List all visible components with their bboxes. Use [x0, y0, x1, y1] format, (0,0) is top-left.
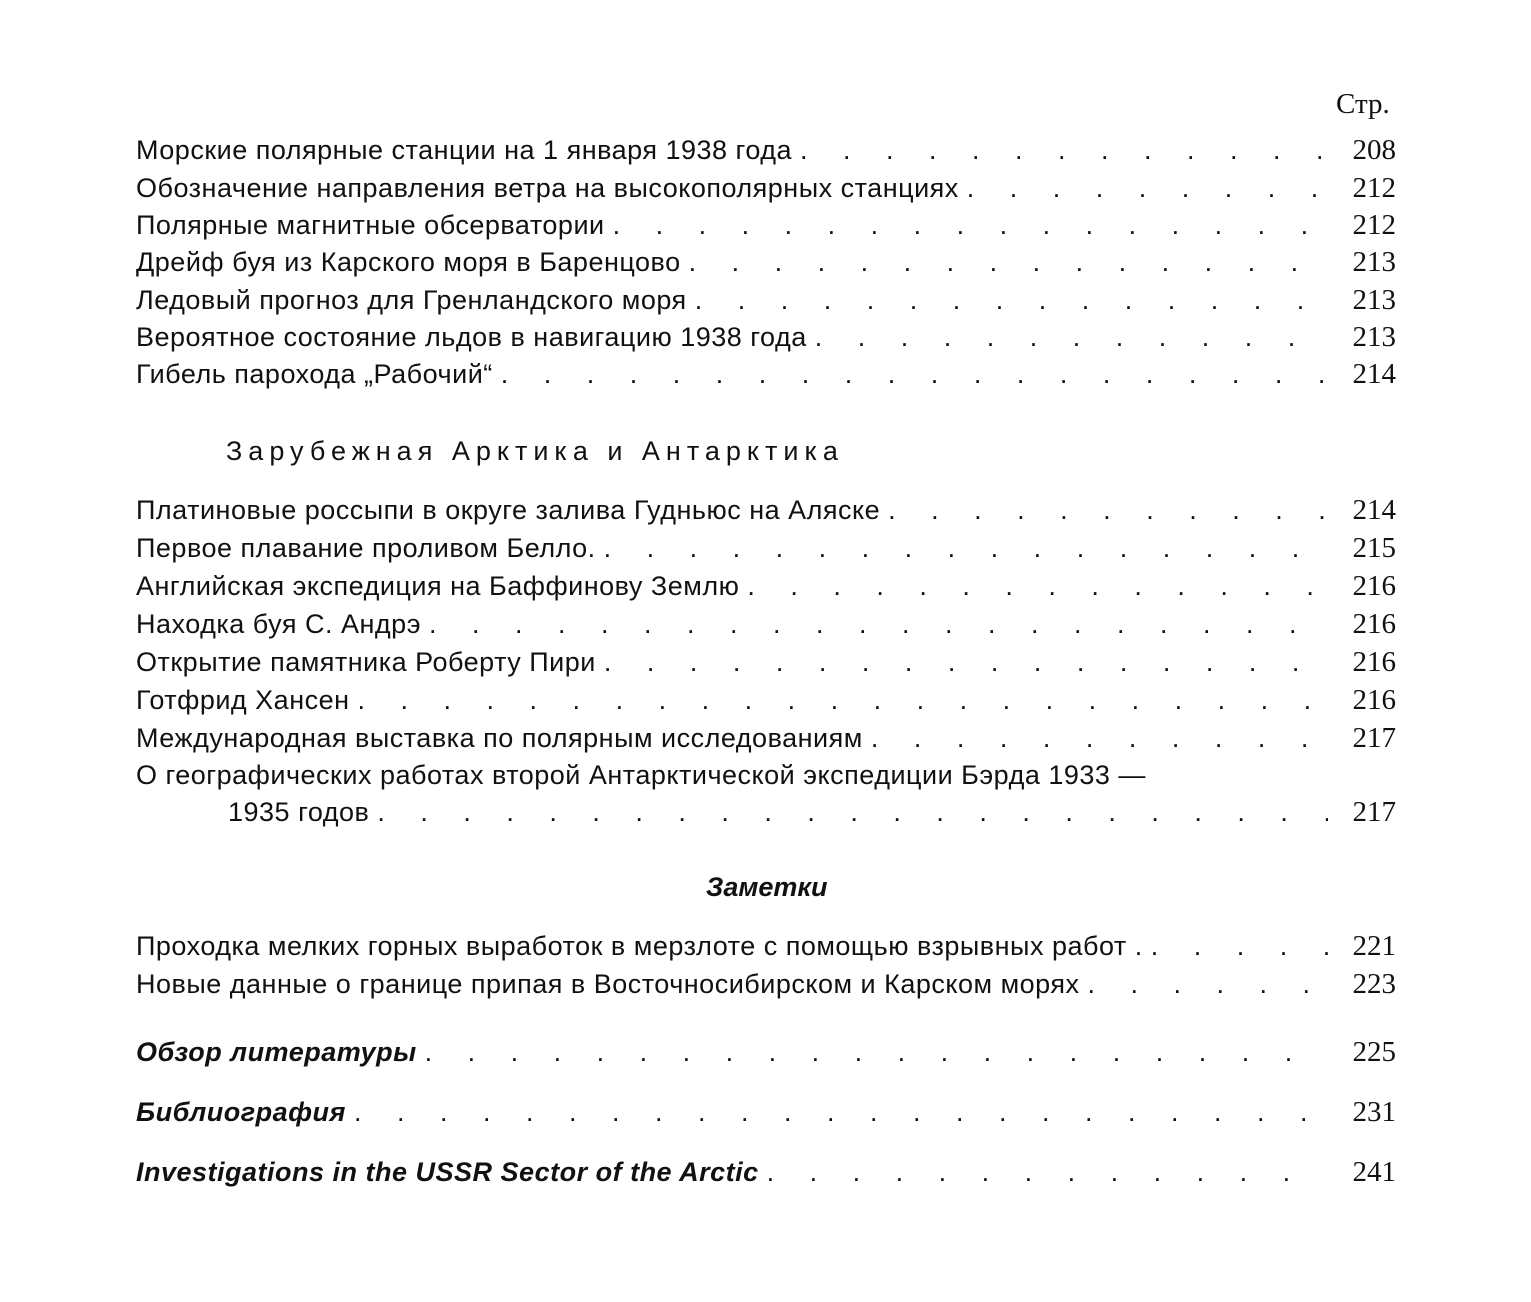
- leader-dots: [815, 322, 1328, 353]
- toc-entry[interactable]: [136, 1156, 1396, 1192]
- entry-title: Ледовый прогноз для Гренландского моря: [136, 285, 687, 315]
- entry-title: Новые данные о границе припая в Восточносибирском и Карском морях: [136, 969, 1080, 999]
- page-number: 212: [1352, 172, 1396, 204]
- page-number: 216: [1352, 608, 1396, 640]
- page-number: 217: [1352, 722, 1396, 754]
- toc-entry[interactable]: [136, 532, 1396, 568]
- leader-dots: [800, 135, 1328, 166]
- toc-entry[interactable]: [136, 684, 1396, 720]
- entry-title: Морские полярные станции на 1 января 1938 года: [136, 135, 793, 165]
- entry-title: Готфрид Хансен: [136, 685, 350, 715]
- entry-title: Открытие памятника Роберту Пири: [136, 647, 596, 677]
- toc-entry[interactable]: [136, 968, 1396, 1004]
- entry-title: Находка буя С. Андрэ: [136, 609, 421, 639]
- leader-dots: [1151, 931, 1328, 962]
- page-column-header: Стр.: [1336, 88, 1390, 120]
- leader-dots: [767, 1157, 1328, 1188]
- entry-title: Библиография: [136, 1097, 346, 1127]
- entry-title: Первое плавание проливом Белло.: [136, 533, 596, 563]
- page-number: 216: [1352, 646, 1396, 678]
- leader-dots: [354, 1097, 1328, 1128]
- entry-title: Дрейф буя из Карского моря в Баренцово: [136, 247, 681, 277]
- entry-title: Платиновые россыпи в округе залива Гудньюс на Аляске: [136, 495, 881, 525]
- page-number: 213: [1352, 321, 1396, 353]
- page-number: 216: [1352, 570, 1396, 602]
- leader-dots: [747, 571, 1328, 602]
- leader-dots: [425, 1037, 1328, 1068]
- page-number: 216: [1352, 684, 1396, 716]
- toc-entry[interactable]: [136, 284, 1396, 320]
- leader-dots: [613, 210, 1328, 241]
- leader-dots: [888, 495, 1328, 526]
- toc-entry[interactable]: [136, 722, 1396, 758]
- leader-dots: [358, 685, 1328, 716]
- toc-entry[interactable]: [136, 209, 1396, 245]
- page-number: 212: [1352, 209, 1396, 241]
- toc-entry[interactable]: [136, 172, 1396, 208]
- toc-entry-line1: О географических работах второй Антарктической экспедиции Бэрда 1933 —: [136, 760, 1146, 790]
- toc-entry[interactable]: [136, 646, 1396, 682]
- entry-title: Проходка мелких горных выработок в мерзлоте с помощью взрывных работ .: [136, 931, 1143, 961]
- leader-dots: [871, 723, 1328, 754]
- page-number: 215: [1352, 532, 1396, 564]
- toc-entry-line2: 1935 годов: [228, 797, 370, 827]
- leader-dots: [604, 533, 1328, 564]
- entry-title: Международная выставка по полярным исследованиям: [136, 723, 863, 753]
- toc-entry[interactable]: [136, 134, 1396, 170]
- page-number: 241: [1352, 1156, 1396, 1188]
- page-number: 231: [1352, 1096, 1396, 1128]
- leader-dots: [429, 609, 1328, 640]
- toc-entry[interactable]: [136, 570, 1396, 606]
- leader-dots: [967, 173, 1328, 204]
- toc-entry[interactable]: [136, 321, 1396, 357]
- entry-title: Английская экспедиция на Баффинову Землю: [136, 571, 740, 601]
- toc-entry[interactable]: [136, 1036, 1396, 1072]
- leader-dots: [604, 647, 1328, 678]
- page-number: 214: [1352, 358, 1396, 390]
- toc-entry: [136, 796, 1396, 832]
- leader-dots: [1088, 969, 1329, 1000]
- page-number: 217: [1352, 796, 1396, 828]
- page-number: 208: [1352, 134, 1396, 166]
- toc-entry[interactable]: [136, 494, 1396, 530]
- entry-title: Гибель парохода „Рабочий“: [136, 359, 493, 389]
- page-number: 213: [1352, 284, 1396, 316]
- page-number: 223: [1352, 968, 1396, 1000]
- leader-dots: [377, 797, 1328, 828]
- leader-dots: [501, 359, 1328, 390]
- page-number: 221: [1352, 930, 1396, 962]
- toc-entry[interactable]: [136, 608, 1396, 644]
- entry-title: Вероятное состояние льдов в навигацию 1938 года: [136, 322, 807, 352]
- toc-entry[interactable]: [136, 930, 1396, 966]
- toc-entry[interactable]: [136, 1096, 1396, 1132]
- entry-title: Investigations in the USSR Sector of the Arctic: [136, 1157, 759, 1187]
- section-heading: Заметки: [706, 872, 828, 902]
- entry-title: Обзор литературы: [136, 1037, 417, 1067]
- toc-entry[interactable]: [136, 358, 1396, 394]
- toc-entry[interactable]: [136, 246, 1396, 282]
- entry-title: Полярные магнитные обсерватории: [136, 210, 605, 240]
- page-number: 214: [1352, 494, 1396, 526]
- page-number: 213: [1352, 246, 1396, 278]
- entry-title: Обозначение направления ветра на высокополярных станциях: [136, 173, 959, 203]
- leader-dots: [689, 247, 1328, 278]
- section-heading: Зарубежная Арктика и Антарктика: [226, 436, 844, 466]
- page-number: 225: [1352, 1036, 1396, 1068]
- leader-dots: [695, 285, 1328, 316]
